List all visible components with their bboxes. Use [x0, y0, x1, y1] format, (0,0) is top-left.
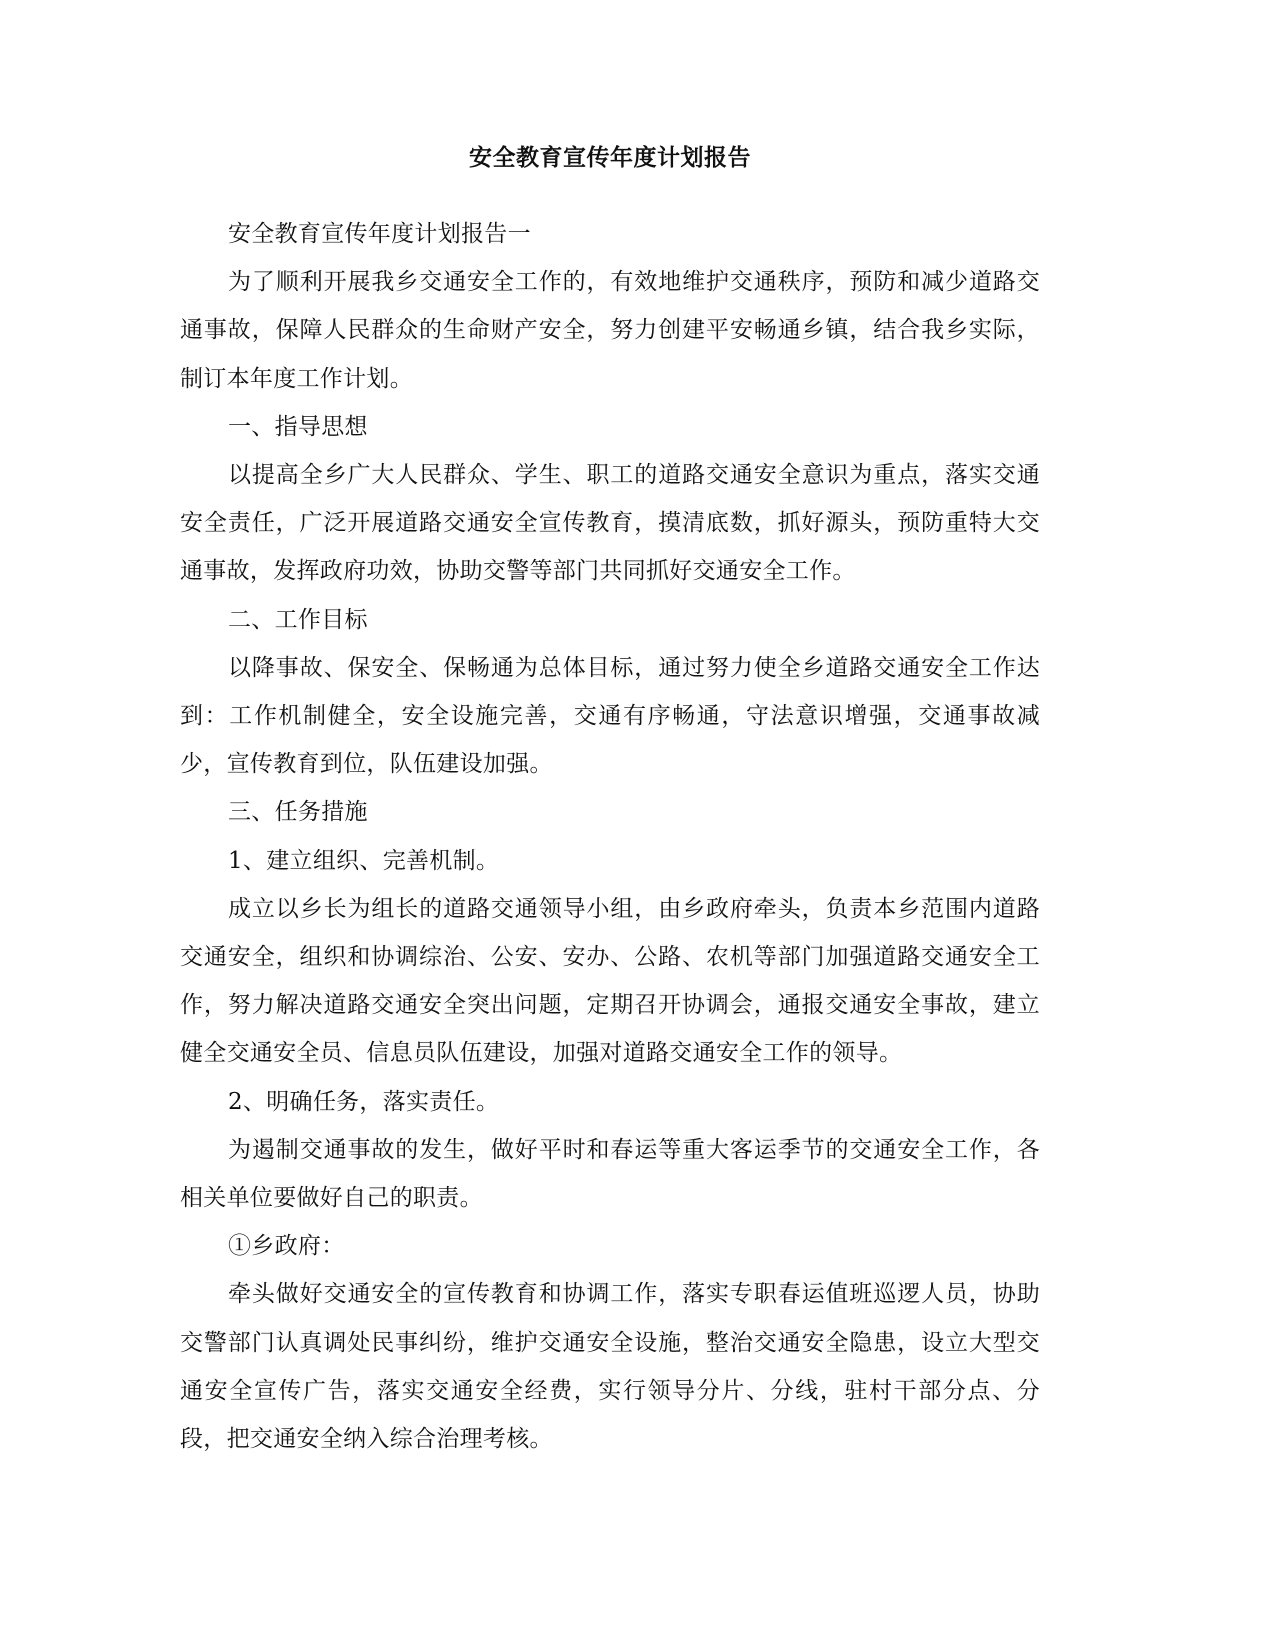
subheading-organization: 1、建立组织、完善机制。	[228, 847, 500, 874]
subheading-township-government: ①乡政府：	[228, 1233, 345, 1260]
document-title: 安全教育宣传年度计划报告	[469, 144, 751, 171]
intro-paragraph: 为了顺利开展我乡交通安全工作的，有效地维护交通秩序，预防和减少道路交通事故，保障人民群众的生命财产安全，努力创建平安畅通乡镇，结合我乡实际，制订本年度工作计划。	[180, 269, 1040, 392]
subheading-responsibilities: 2、明确任务，落实责任。	[228, 1088, 500, 1115]
responsibilities-paragraph: 为遏制交通事故的发生，做好平时和春运等重大客运季节的交通安全工作，各相关单位要做好自己的职责。	[180, 1136, 1040, 1212]
subtitle-paragraph: 安全教育宣传年度计划报告一	[228, 221, 531, 247]
guiding-ideology-paragraph: 以提高全乡广大人民群众、学生、职工的道路交通安全意识为重点，落实交通安全责任，广泛开展道路交通安全宣传教育，摸清底数，抓好源头，预防重特大交通事故，发挥政府功效，协助交警等部门共同抓好交通安全工作。	[180, 462, 1040, 585]
organization-paragraph: 成立以乡长为组长的道路交通领导小组，由乡政府牵头，负责本乡范围内道路交通安全，组织和协调综治、公安、安办、公路、农机等部门加强道路交通安全工作，努力解决道路交通安全突出问题，定期召开协调会，通报交通安全事故，建立健全交通安全员、信息员队伍建设，加强对道路交通安全工作的领导。	[180, 895, 1040, 1067]
section-heading-guiding-ideology: 一、指导思想	[228, 413, 368, 440]
section-heading-work-goals: 二、工作目标	[228, 606, 368, 633]
work-goals-paragraph: 以降事故、保安全、保畅通为总体目标，通过努力使全乡道路交通安全工作达到：工作机制健全，安全设施完善，交通有序畅通，守法意识增强，交通事故减少，宣传教育到位，队伍建设加强。	[180, 654, 1040, 778]
document-page	[180, 140, 1040, 1463]
township-government-paragraph: 牵头做好交通安全的宣传教育和协调工作，落实专职春运值班巡逻人员，协助交警部门认真调处民事纠纷，维护交通安全设施，整治交通安全隐患，设立大型交通安全宣传广告，落实交通安全经费，实行领导分片、分线，驻村干部分点、分段，把交通安全纳入综合治理考核。	[180, 1281, 1040, 1453]
section-heading-measures: 三、任务措施	[228, 799, 368, 826]
